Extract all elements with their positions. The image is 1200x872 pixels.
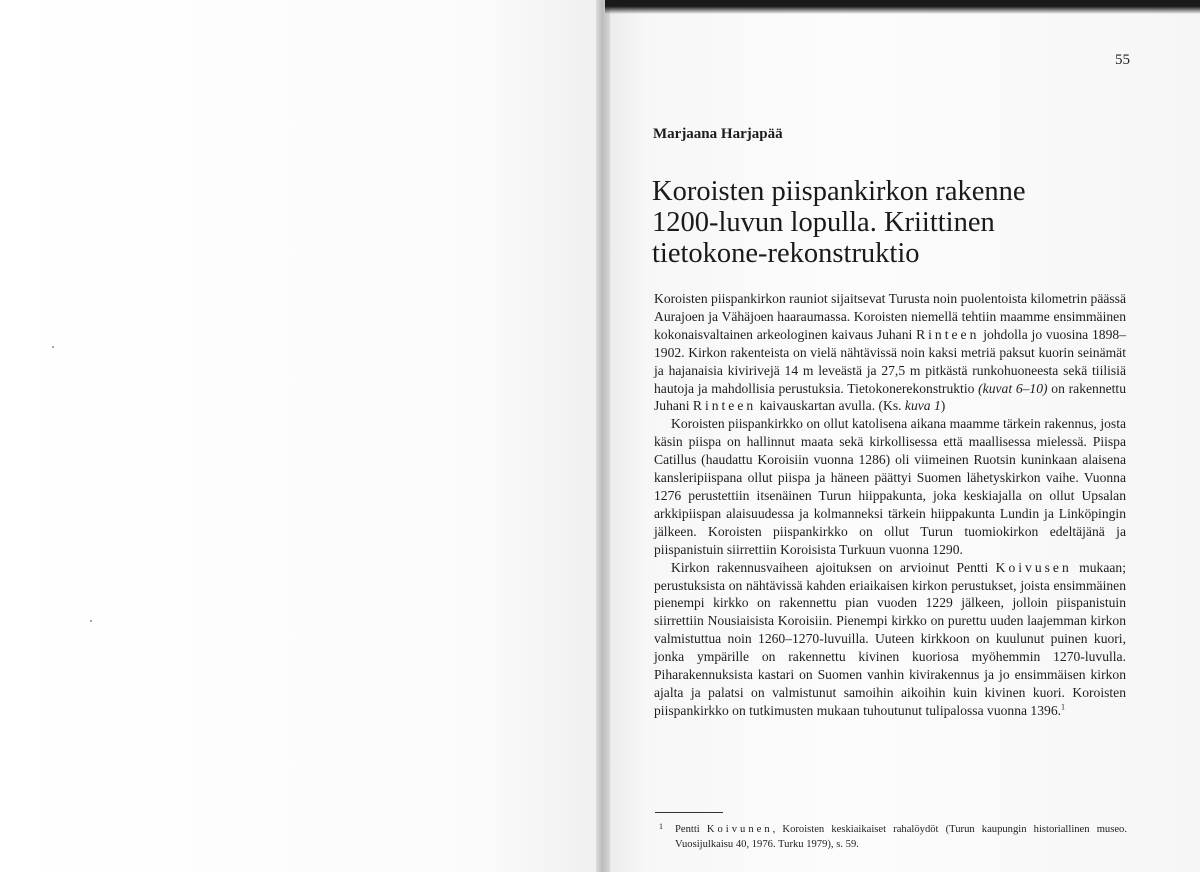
text-run: )	[940, 398, 946, 414]
scan-shadow	[605, 0, 1200, 14]
spaced-name: Rinteen	[692, 398, 757, 414]
italic-reference: (kuvat 6–10)	[978, 380, 1048, 396]
page-number: 55	[1115, 52, 1130, 68]
spaced-name: Koivusen	[995, 559, 1072, 575]
footnote-mark: 1	[659, 822, 663, 831]
footnote-reference: 1	[1061, 702, 1066, 712]
spaced-name: Koivunen	[706, 824, 773, 835]
text-run: Koroisten piispankirkko on ollut katolisena aikana maamme tärkein rakennus, josta käsin piispa on hallinnut maata sekä kirkollisessa että maallisessa mielessä. Piispa Catillus (haudattu Koroisiin vuonna 1286) oli viimeinen Ruotsin kuninkaan alaisena kansleripiispana ollut piispa ja häneen päättyi Suomen lähetyskirkon vaihe. Vuonna 1276 perustettiin itsenäinen Turun hiippakunta, joka keskiajalla on ollut Upsalan arkkipiispan alaisuudessa ja kolmanneksi tärkein hiippakunta Lundin ja Linköpingin jälkeen. Koroisten piispankirkko on ollut Turun tuomiokirkon edeltäjänä ja piispanistuin siirrettiin Koroisista Turkuun vuonna 1290.	[654, 416, 1126, 557]
text-run: mukaan; perustuksista on nähtävissä kahden eriaikaisen kirkon perustukset, joista ensimmäinen pienempi kirkko on rakennettu pian vuoden 1229 jälkeen, jolloin piispanistuin siirrettiin Nousiaisista Koroisiin. Pienempi kirkko on purettu uuden laajemman kirkon valmistuttua noin 1260–1270-luvuilla. Uuteen kirkkoon on kuulunut puinen kuori, jonka ympärille on rakennettu kivinen kuoriosa myöhemmin 1270-luvulla. Piharakennuksista kastari on Suomen vanhin kivirakennus ja jo ensimmäisen kirkon ajalta ja palatsi on valmistunut samoihin aikoihin kuin kivinen kuori. Koroisten piispankirkko on tutkimusten mukaan tuhoutunut tulipalossa vuonna 1396.	[654, 559, 1126, 718]
spaced-name: Rinteen	[916, 326, 980, 342]
footnote-rule	[655, 812, 723, 813]
article-author: Marjaana Harjapää	[653, 126, 783, 142]
footnote	[661, 822, 1127, 852]
text-run: johdolla jo vuosina 1898–1902. Kirkon rakenteista on vielä nähtävissä noin kaksi metriä paksut kuorin seinämät ja hajanaisia kivirivejä 14 m leveästä ja 27,5 m pitkästä runkohuoneesta sekä tiilisiä hautoja ja mahdollisia perustuksia. Tietokonerekonstruktio	[654, 326, 1126, 396]
article-body	[654, 290, 1126, 720]
paragraph	[654, 559, 1126, 720]
paragraph	[654, 290, 1126, 415]
paragraph	[654, 415, 1126, 558]
text-run: on rakennettu Juhani	[654, 380, 1127, 414]
paper-speck	[52, 346, 54, 348]
text-run: Koroisten piispankirkon rauniot sijaitsevat Turusta noin puolentoista kilometrin päässä Aurajoen ja Vähäjoen haaraumassa. Koroisten niemellä tehtiin maamme ensimmäinen kokonaisvaltainen arkeologinen kaivaus Juhani	[654, 291, 1126, 342]
footnote-text	[661, 822, 1127, 852]
book-gutter	[596, 0, 610, 872]
article-title: Koroisten piispankirkon rakenne 1200-luvun lopulla. Kriittinen tietokone-rekonstruktio	[652, 176, 1026, 269]
text-run: , Koroisten keskiaikaiset rahalöydöt (Turun kaupungin historiallinen museo. Vuosijulkaisu 40, 1976. Turku 1979), s. 59.	[675, 824, 1127, 850]
italic-reference: kuva 1	[904, 398, 941, 414]
text-run: Kirkon rakennusvaiheen ajoituksen on arvioinut Pentti	[671, 559, 996, 575]
text-run: Pentti	[675, 824, 707, 835]
paper-speck	[90, 620, 92, 622]
text-run: kaivauskartan avulla. (Ks.	[756, 398, 905, 414]
